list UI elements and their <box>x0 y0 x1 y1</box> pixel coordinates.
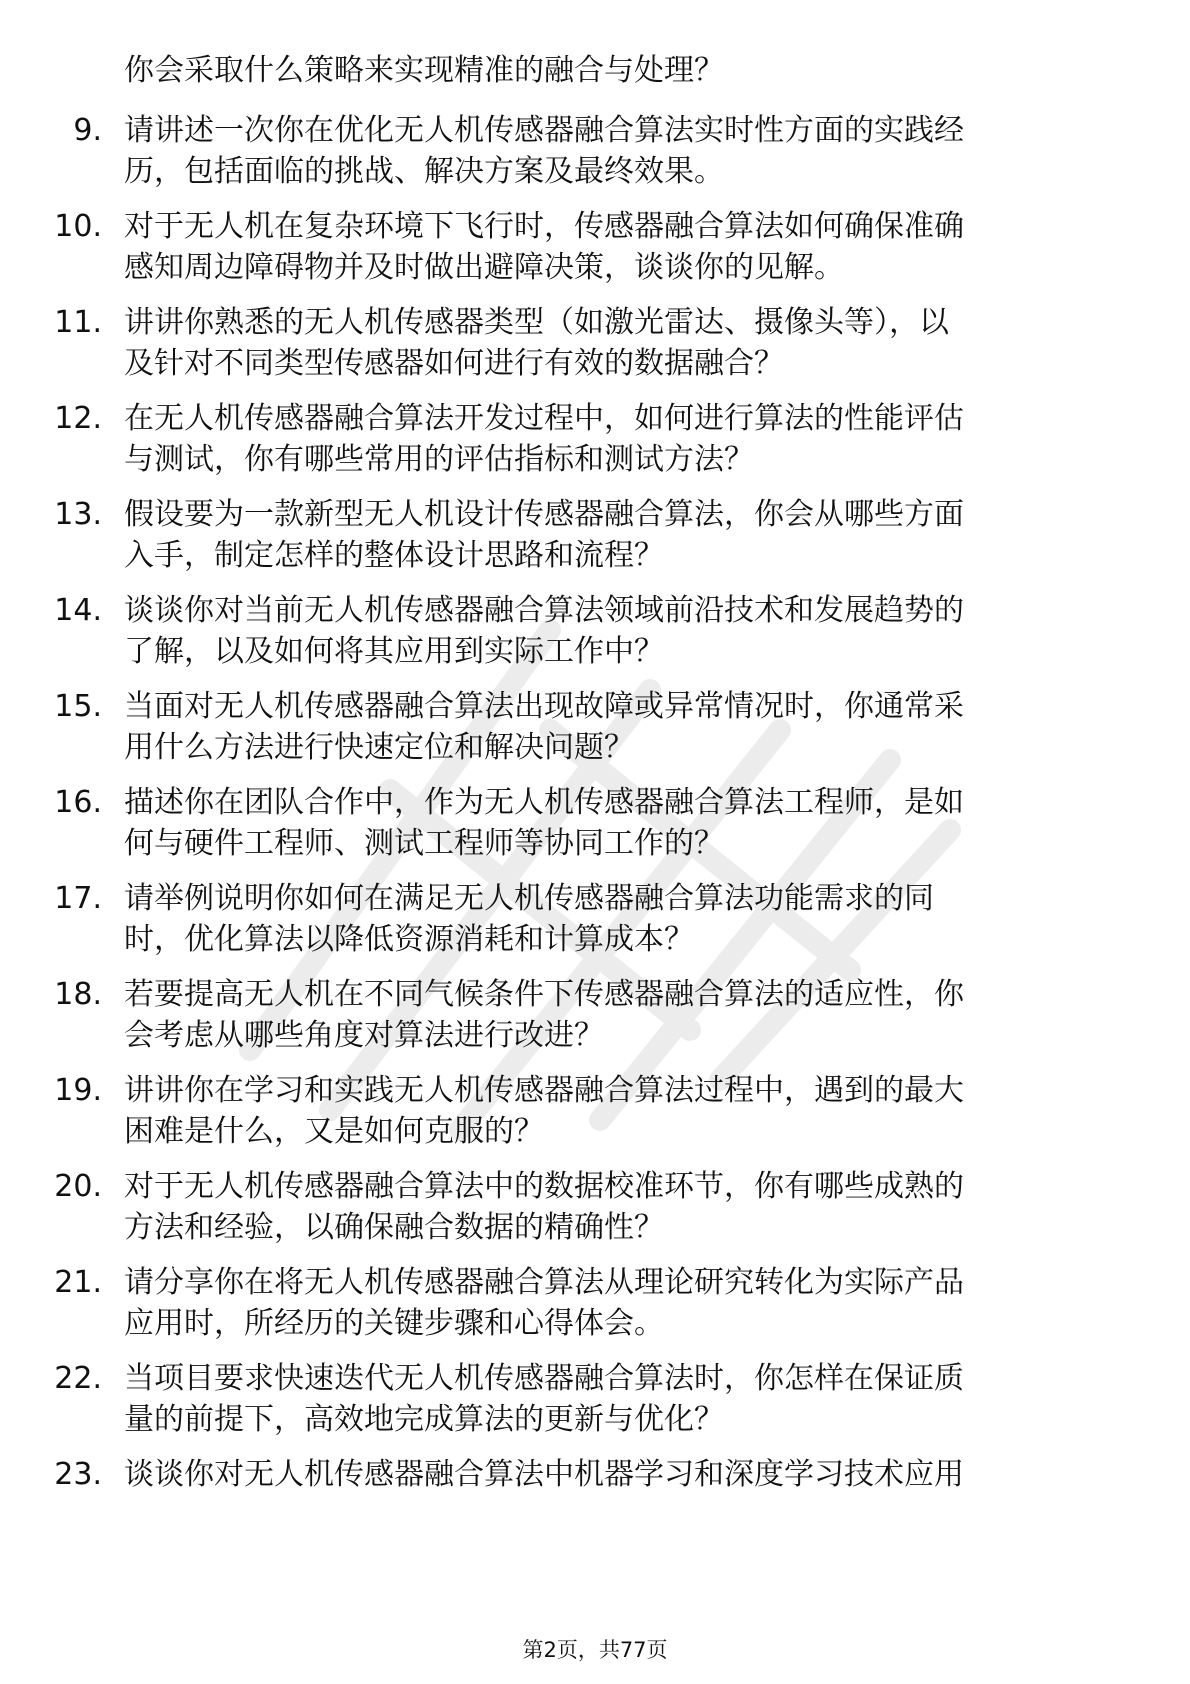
question-number: 15. <box>54 689 102 724</box>
question-number: 12. <box>54 401 102 436</box>
question-item <box>0 878 1190 960</box>
question-text-line-1: 当面对无人机传感器融合算法出现故障或异常情况时，你通常采 <box>124 689 964 724</box>
question-number: 17. <box>54 881 102 916</box>
question-8-continuation: 你会采取什么策略来实现精准的融合与处理？ <box>124 53 724 88</box>
question-number: 18. <box>54 977 102 1012</box>
page-footer: 第2页，共77页 <box>522 1638 668 1662</box>
question-item <box>0 782 1190 864</box>
question-text-line-2: 方法和经验，以确保融合数据的精确性？ <box>124 1210 664 1245</box>
question-number: 22. <box>54 1361 102 1396</box>
question-text-line-1: 对于无人机在复杂环境下飞行时，传感器融合算法如何确保准确 <box>124 209 964 244</box>
question-number: 23. <box>54 1457 102 1492</box>
question-item <box>0 974 1190 1056</box>
question-text-line-1: 若要提高无人机在不同气候条件下传感器融合算法的适应性，你 <box>124 977 964 1012</box>
question-item <box>0 590 1190 672</box>
question-text-line-2: 时，优化算法以降低资源消耗和计算成本？ <box>124 922 694 957</box>
question-item <box>0 302 1190 384</box>
question-text-line-1: 讲讲你在学习和实践无人机传感器融合算法过程中，遇到的最大 <box>124 1073 964 1108</box>
question-text-line-2: 应用时，所经历的关键步骤和心得体会。 <box>124 1306 664 1341</box>
question-text-line-1: 假设要为一款新型无人机设计传感器融合算法，你会从哪些方面 <box>124 497 964 532</box>
question-item <box>0 1454 1190 1495</box>
question-text-line-1: 当项目要求快速迭代无人机传感器融合算法时，你怎样在保证质 <box>124 1361 964 1396</box>
question-text-line-2: 与测试，你有哪些常用的评估指标和测试方法？ <box>124 442 754 477</box>
question-text-line-2: 了解，以及如何将其应用到实际工作中？ <box>124 634 664 669</box>
question-text-line-1: 讲讲你熟悉的无人机传感器类型（如激光雷达、摄像头等），以 <box>124 305 949 340</box>
question-text-line-1: 请讲述一次你在优化无人机传感器融合算法实时性方面的实践经 <box>124 113 964 148</box>
question-number: 21. <box>54 1265 102 1300</box>
question-text-line-1: 谈谈你对当前无人机传感器融合算法领域前沿技术和发展趋势的 <box>124 593 964 628</box>
question-item <box>0 686 1190 768</box>
question-text-line-1: 请举例说明你如何在满足无人机传感器融合算法功能需求的同 <box>124 881 934 916</box>
question-text-line-2: 何与硬件工程师、测试工程师等协同工作的？ <box>124 826 724 861</box>
question-text-line-1: 对于无人机传感器融合算法中的数据校准环节，你有哪些成熟的 <box>124 1169 964 1204</box>
question-number: 14. <box>54 593 102 628</box>
question-number: 10. <box>54 209 102 244</box>
question-text-line-1: 请分享你在将无人机传感器融合算法从理论研究转化为实际产品 <box>124 1265 964 1300</box>
question-item <box>0 1262 1190 1344</box>
question-number: 16. <box>54 785 102 820</box>
question-item <box>0 1358 1190 1440</box>
question-text-line-1: 描述你在团队合作中，作为无人机传感器融合算法工程师，是如 <box>124 785 964 820</box>
question-item <box>0 110 1190 192</box>
question-text-line-2: 用什么方法进行快速定位和解决问题？ <box>124 730 634 765</box>
question-number: 20. <box>54 1169 102 1204</box>
question-item <box>0 1166 1190 1248</box>
question-item <box>0 494 1190 576</box>
question-text-line-2: 困难是什么，又是如何克服的？ <box>124 1114 544 1149</box>
question-number: 13. <box>54 497 102 532</box>
question-text-line-2: 入手，制定怎样的整体设计思路和流程？ <box>124 538 664 573</box>
question-text-line-2: 及针对不同类型传感器如何进行有效的数据融合？ <box>124 346 784 381</box>
question-item <box>0 206 1190 288</box>
question-item <box>0 398 1190 480</box>
question-number: 11. <box>54 305 102 340</box>
question-text-line-2: 感知周边障碍物并及时做出避障决策，谈谈你的见解。 <box>124 250 844 285</box>
question-text-line-2: 历，包括面临的挑战、解决方案及最终效果。 <box>124 154 724 189</box>
question-number: 19. <box>54 1073 102 1108</box>
question-text-line-2: 量的前提下，高效地完成算法的更新与优化？ <box>124 1402 724 1437</box>
question-item <box>0 1070 1190 1152</box>
question-text-line-1: 在无人机传感器融合算法开发过程中，如何进行算法的性能评估 <box>124 401 964 436</box>
question-text-line-1: 谈谈你对无人机传感器融合算法中机器学习和深度学习技术应用 <box>124 1457 964 1492</box>
question-text-line-2: 会考虑从哪些角度对算法进行改进？ <box>124 1018 604 1053</box>
question-number: 9. <box>73 113 102 148</box>
